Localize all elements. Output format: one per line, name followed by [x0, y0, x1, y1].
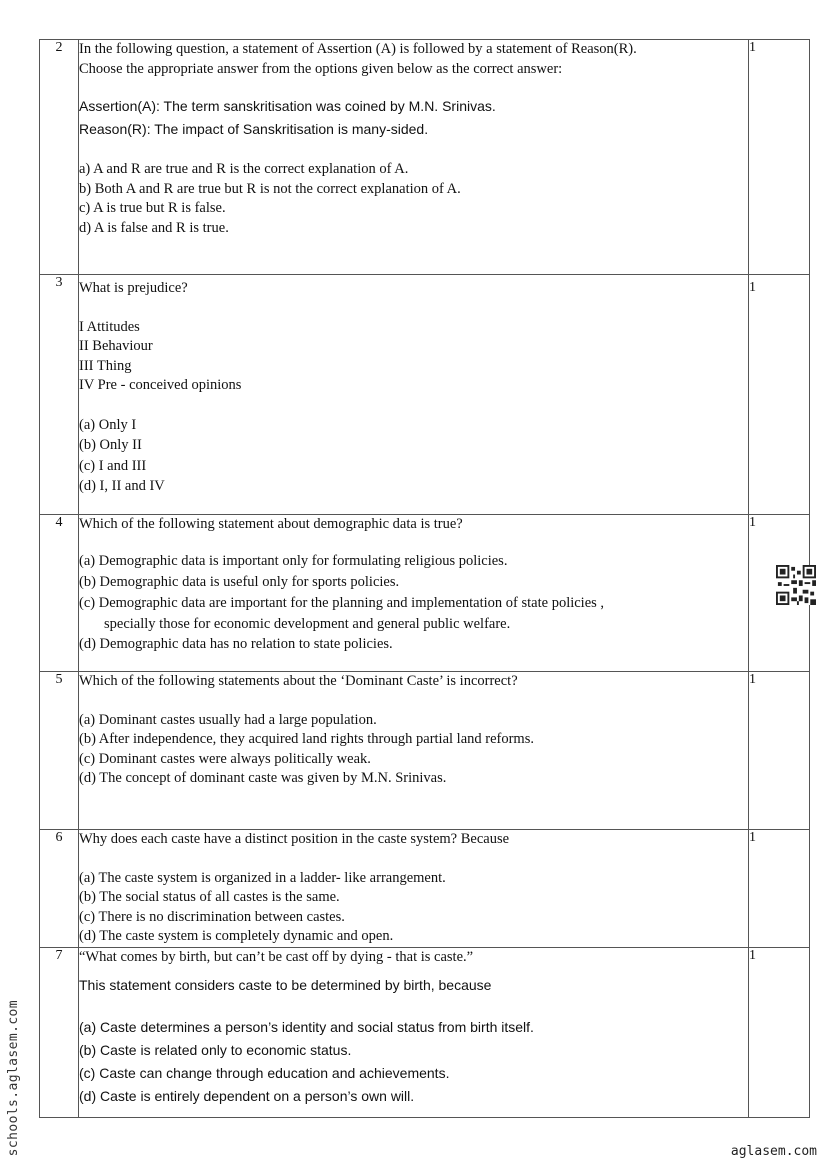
- option: (b) Demographic data is useful only for sports policies.: [79, 573, 400, 590]
- question-body: [79, 947, 749, 1117]
- option: c) A is true but R is false.: [79, 200, 226, 217]
- question-marks: 1: [749, 275, 810, 515]
- option: (a) The caste system is organized in a ladder- like arrangement.: [79, 869, 446, 886]
- option: (d) Caste is entirely dependent on a person’s own will.: [79, 1087, 415, 1104]
- question-stem: In the following question, a statement of Assertion (A) is followed by a statement of Reason(R).: [79, 41, 637, 57]
- question-stem: Which of the following statement about demographic data is true?: [79, 516, 463, 532]
- list-item: IV Pre - conceived opinions: [79, 377, 242, 394]
- question-row-6: [40, 830, 810, 948]
- option: (a) Dominant castes usually had a large population.: [79, 711, 377, 728]
- option: (b) After independence, they acquired land rights through partial land reforms.: [79, 731, 534, 748]
- qr-code-icon: [776, 565, 816, 605]
- question-table: [39, 39, 810, 1118]
- option: (d) The caste system is completely dynamic and open.: [79, 928, 394, 945]
- question-row-5: [40, 672, 810, 830]
- option: (c) I and III: [79, 457, 147, 474]
- option: (a) Demographic data is important only for formulating religious policies.: [79, 552, 508, 569]
- question-number: 5: [40, 672, 79, 830]
- assertion-statement: Assertion(A): The term sanskritisation was coined by M.N. Srinivas.: [79, 98, 496, 115]
- option: (c) Caste can change through education and achievements.: [79, 1064, 450, 1081]
- side-watermark: schools.aglasem.com: [6, 999, 21, 1156]
- option: (d) I, II and IV: [79, 478, 165, 495]
- question-marks: 1: [749, 672, 810, 830]
- question-marks: 1: [749, 40, 810, 275]
- question-substatement: This statement considers caste to be determined by birth, because: [79, 976, 492, 993]
- option: b) Both A and R are true but R is not the correct explanation of A.: [79, 180, 461, 197]
- option: (b) Only II: [79, 437, 142, 454]
- list-item: III Thing: [79, 357, 132, 374]
- question-number: 3: [40, 275, 79, 515]
- question-body: [79, 672, 749, 830]
- option: (c) Dominant castes were always politically weak.: [79, 750, 371, 767]
- option: a) A and R are true and R is the correct explanation of A.: [79, 161, 409, 178]
- list-item: II Behaviour: [79, 338, 153, 355]
- question-marks: 1: [749, 830, 810, 948]
- question-stem: Why does each caste have a distinct position in the caste system? Because: [79, 831, 510, 847]
- question-stem: “What comes by birth, but can’t be cast off by dying - that is caste.”: [79, 948, 474, 965]
- option: (b) Caste is related only to economic status.: [79, 1041, 352, 1058]
- reason-statement: Reason(R): The impact of Sanskritisation is many-sided.: [79, 121, 429, 138]
- question-body: [79, 515, 749, 672]
- question-number: 4: [40, 515, 79, 672]
- question-marks: 1: [749, 515, 810, 672]
- option-continuation: specially those for economic development and general public welfare.: [104, 615, 511, 632]
- option: (a) Caste determines a person’s identity and social status from birth itself.: [79, 1018, 534, 1035]
- question-row-2: [40, 40, 810, 275]
- question-number: 7: [40, 947, 79, 1117]
- option: (c) There is no discrimination between castes.: [79, 908, 345, 925]
- question-body: [79, 275, 749, 515]
- question-stem: What is prejudice?: [79, 280, 188, 296]
- option: (d) The concept of dominant caste was given by M.N. Srinivas.: [79, 770, 447, 787]
- question-row-7: [40, 947, 810, 1117]
- option: (c) Demographic data are important for the planning and implementation of state policies ,: [79, 594, 605, 611]
- question-row-3: [40, 275, 810, 515]
- footer-watermark: aglasem.com: [730, 1144, 817, 1159]
- option: (b) The social status of all castes is the same.: [79, 889, 340, 906]
- option: d) A is false and R is true.: [79, 219, 229, 236]
- question-body: [79, 40, 749, 275]
- option: (d) Demographic data has no relation to state policies.: [79, 635, 393, 652]
- option: (a) Only I: [79, 416, 137, 433]
- question-body: [79, 830, 749, 948]
- question-stem: Choose the appropriate answer from the options given below as the correct answer:: [79, 60, 563, 77]
- question-row-4: [40, 515, 810, 672]
- list-item: I Attitudes: [79, 318, 140, 335]
- question-stem: Which of the following statements about the ‘Dominant Caste’ is incorrect?: [79, 673, 518, 689]
- question-number: 2: [40, 40, 79, 275]
- question-number: 6: [40, 830, 79, 948]
- question-marks: 1: [749, 947, 810, 1117]
